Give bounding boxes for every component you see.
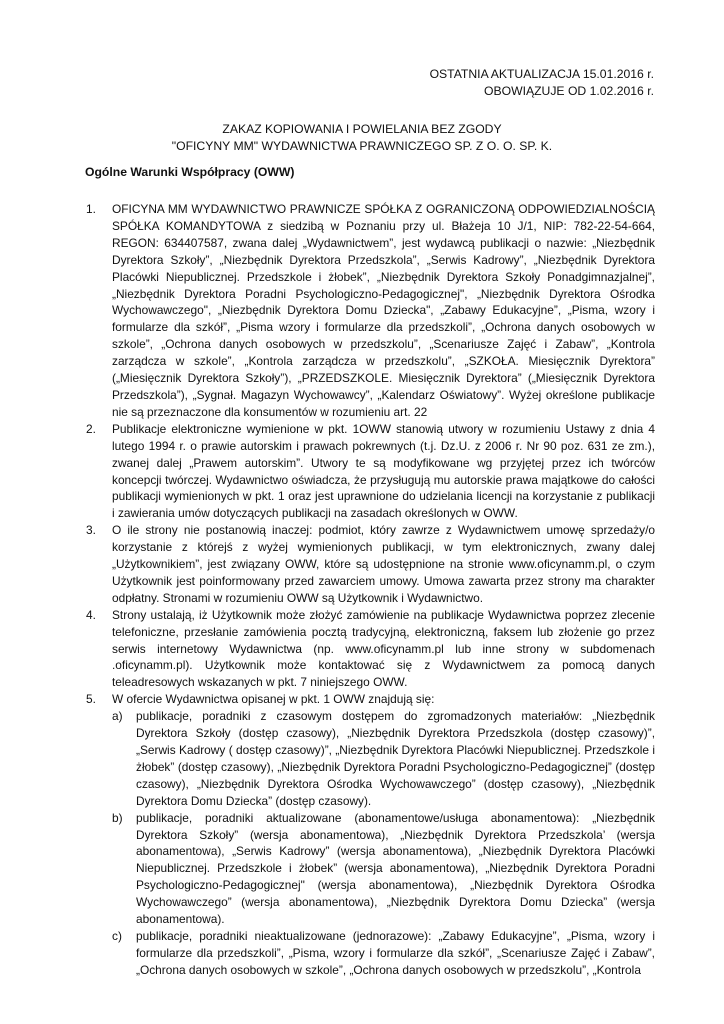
sub-list-item	[112, 928, 655, 979]
item-text: Publikacje elektroniczne wymienione w pkt. 1OWW stanowią utwory w rozumieniu Ustawy z dnia 4 lutego 1994 r. o prawie autorskim i prawach pokrewnych (t.j. Dz.U. z 2006 r. Nr 90 poz. 631 ze zm.), zwanej dalej „Prawem autorskim”. Utwory te są modyfikowane wg przyjętej przez ich twórców koncepcji twórczej. Wydawnictwo oświadcza, że przysługują mu autorskie prawa majątkowe do całości publikacji wymienionych w pkt. 1 oraz jest uprawnione do udzielania licencji na korzystanie z publikacji i zawierania umów dotyczących publikacji na zasadach określonych w OWW.	[112, 421, 655, 521]
copyright-notice	[0, 121, 724, 155]
sub-item-label: c)	[112, 928, 122, 943]
item-number: 2.	[86, 421, 96, 436]
sub-item-text: publikacje, poradniki nieaktualizowane (jednorazowe): „Zabawy Edukacyjne”, „Pisma, wzory i formularze dla przedszkoli”, „Pisma, wzory i formularze dla szkół”, „Scenariusze Zajęć i Zabaw”, „Ochrona danych osobowych w szkole”, „Ochrona danych osobowych w przedszkolu”, „Kontrola	[136, 928, 655, 977]
list-item	[86, 522, 655, 607]
item-number: 5.	[86, 692, 96, 707]
notice-line-2: "OFICYNY MM" WYDAWNICTWA PRAWNICZEGO SP. Z O. O. SP. K.	[171, 139, 553, 153]
item-text: W ofercie Wydawnictwa opisanej w pkt. 1 OWW znajdują się:	[112, 692, 435, 707]
terms-list	[86, 201, 655, 979]
item-number: 4.	[86, 607, 96, 622]
notice-line-1: ZAKAZ KOPIOWANIA I POWIELANIA BEZ ZGODY	[222, 122, 502, 136]
item-number: 3.	[86, 523, 96, 538]
list-item	[86, 421, 655, 522]
sub-item-text: publikacje, poradniki aktualizowane (abonamentowe/usługa abonamentowa): „Niezbędnik Dyrektora Szkoły” (wersja abonamentowa), „Niezbędnik Dyrektora Przedszkola’ (wersja abonamentowa), „Serwis Kadrowy” (wersja abonamentowa), „Niezbędnik Dyrektora Placówki Niepublicznej. Przedszkole i żłobek” (wersja abonamentowa), „Niezbędnik Dyrektora Poradni Psychologiczno-Pedagogicznej" (wersja abonamentowa), „Niezbędnik Dyrektora Ośrodka Wychowawczego” (wersja abonamentowa), „Niezbędnik Dyrektora Domu Dziecka” (wersja abonamentowa).	[136, 810, 655, 927]
sub-item-label: b)	[112, 810, 123, 825]
list-item	[86, 607, 655, 692]
item-number: 1.	[86, 202, 96, 216]
item-text: OFICYNA MM WYDAWNICTWO PRAWNICZE SPÓŁKA Z OGRANICZONĄ ODPOWIEDZIALNOŚCIĄ SPÓŁKA KOMANDYTOWA z siedzibą w Poznaniu przy ul. Błażeja 10 J/1, NIP: 782-22-54-664, REGON: 634407587, zwana dalej „Wydawnictwem”, jest wydawcą publikacji o nazwie: „Niezbędnik Dyrektora Szkoły”, „Niezbędnik Dyrektora Przedszkola”, „Serwis Kadrowy”, „Niezbędnik Dyrektora Placówki Niepublicznej. Przedszkole i żłobek”, „Niezbędnik Dyrektora Szkoły Ponadgimnazjalnej”, „Niezbędnik Dyrektora Poradni Psychologiczno-Pedagogicznej", „Niezbędnik Dyrektora Ośrodka Wychowawczego", „Niezbędnik Dyrektora Domu Dziecka", „Zabawy Edukacyjne”, „Pisma, wzory i formularze dla szkół”, „Pisma wzory i formularze dla przedszkoli”, „Ochrona danych osobowych w szkole”, „Ochrona danych osobowych w przedszkolu”, „Scenariusze Zajęć i Zabaw”, „Kontrola zarządcza w szkole”, „Kontrola zarządcza w przedszkolu”, „SZKOŁA. Miesięcznik Dyrektora” („Miesięcznik Dyrektora Szkoły”), „PRZEDSZKOLE. Miesięcznik Dyrektora” („Miesięcznik Dyrektora Przedszkola”), „Sygnał. Magazyn Wychowawcy”, „Kalendarz Oświatowy”. Wyżej określone publikacje nie są przeznaczone dla konsumentów w rozumieniu art. 22	[112, 202, 655, 419]
sub-item-label: a)	[112, 709, 123, 724]
document-title: Ogólne Warunki Współpracy (OWW)	[85, 165, 295, 179]
list-item	[86, 201, 655, 421]
item-text: Strony ustalają, iż Użytkownik może złożyć zamówienie na publikacje Wydawnictwa poprzez zlecenie telefoniczne, przesłanie zamówienia pocztą tradycyjną, elektroniczną, faksem lub złożenie go przez serwis internetowy Wydawnictwa (np. www.oficynamm.pl lub inne strony w subdomenach .oficynamm.pl). Użytkownik może kontaktować się z Wydawnictwem za pomocą danych teleadresowych wskazanych w pkt. 7 niniejszego OWW.	[112, 607, 655, 690]
sub-list-item	[112, 810, 655, 928]
sub-list-item	[112, 708, 655, 809]
list-item	[86, 691, 655, 978]
sub-item-text: publikacje, poradniki z czasowym dostępem do zgromadzonych materiałów: „Niezbędnik Dyrektora Szkoły (dostęp czasowy), „Niezbędnik Dyrektora Przedszkola (dostęp czasowy)”, „Serwis Kadrowy ( dostęp czasowy)”, „Niezbędnik Dyrektora Placówki Niepublicznej. Przedszkole i żłobek” (dostęp czasowy), „Niezbędnik Dyrektora Poradni Psychologiczno-Pedagogicznej” (dostęp czasowy), „Niezbędnik Dyrektora Ośrodka Wychowawczego” (dostęp czasowy), „Niezbędnik Dyrektora Domu Dziecka” (dostęp czasowy).	[136, 709, 655, 808]
last-update-line: OSTATNIA AKTUALIZACJA 15.01.2016 r.	[429, 67, 654, 81]
valid-from-line: OBOWIĄZUJE OD 1.02.2016 r.	[483, 84, 654, 98]
item-text: O ile strony nie postanowią inaczej: podmiot, który zawrze z Wydawnictwem umowę sprzedaży/o korzystanie z którejś z wyżej wymienionych publikacji, w tym elektronicznych, zwany dalej „Użytkownikiem”, jest związany OWW, które są udostępnione na stronie www.oficynamm.pl, o czym Użytkownik jest poinformowany przed zawarciem umowy. Umowa zawarta przez strony ma charakter odpłatny. Stronami w rozumieniu OWW są Użytkownik i Wydawnictwo.	[112, 523, 655, 605]
document-header	[430, 66, 654, 100]
